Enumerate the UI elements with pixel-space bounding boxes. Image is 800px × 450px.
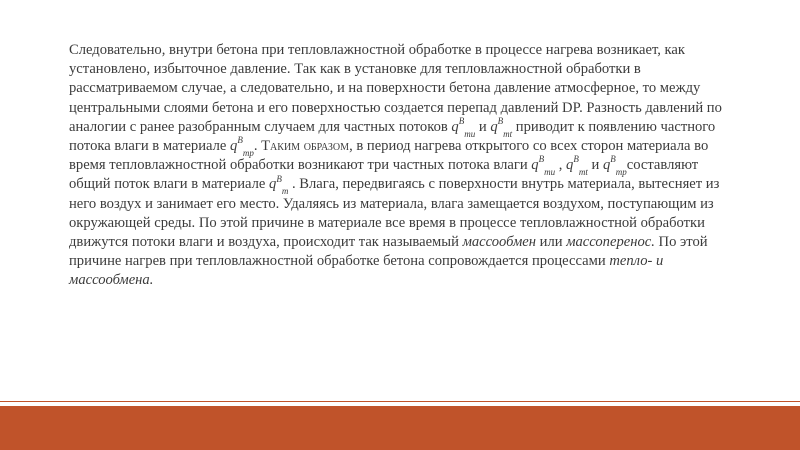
flux-q-mp-2: $q^B_{mp}$ [602,154,627,178]
small-caps-phrase: Таким образом [261,138,350,155]
text-segment: По этой причине нагрев при тепловлажностной обработке бетона сопровождается процессами [69,234,708,270]
footer-divider [0,401,800,402]
flux-q-mu: $q^B_{mu}$ [451,115,476,139]
flux-q-mp: $q^B_{mp}$ [230,135,254,158]
text-segment: Следовательно, внутри бетона при тепловлажностной обработке в процессе нагрева возникает, как установлено, избыточное давление. Так как в установке для тепловлажностной обработки в рассматриваемом случае, а следовательно, и на поверхности бетона давление атмосферное, то между центральными слоями бетона и его поверхностью создается перепад давлений DP. Разность давлений по аналогии с ранее разобранным случаем для частных потоков [69,42,722,135]
text-segment: или [535,234,567,251]
text-segment: , [555,157,567,174]
term-massoperenos: массоперенос. [566,234,655,251]
text-segment: . Влага, передвигаясь с поверхности внутрь материала, вытесняет из него воздух и занимает его место. Удаляясь из материала, влага замещается воздухом, поступающим из окружающей среды. По этой причине в материале все время в процессе тепловлажностной обработки движутся потоки влаги и воздуха, происходит так называемый [69,176,720,251]
flux-q-mu-2: $q^B_{mu}$ [531,154,556,178]
text-segment: составляют общий поток влаги в материале [69,157,699,193]
flux-q-mt: $q^B_{mt}$ [490,115,513,139]
text-segment: и [475,118,491,135]
text-segment: и [587,157,603,174]
footer-band [0,406,800,450]
body-paragraph [69,41,739,291]
term-massoobmen: массообмен [462,234,536,251]
text-segment: приводит к появлению частного потока влаги в материале [69,118,716,155]
flux-q-m: $q^B_m$ [269,173,289,197]
flux-q-mt-2: $q^B_{mt}$ [566,154,588,178]
term-teplo-massoobmen: тепло- и массообмена. [69,253,664,289]
text-segment: , в период нагрева открытого со всех сторон материала во время тепловлажностной обработки возникают три частных потока влаги [69,138,709,174]
text-segment: . [253,138,262,155]
